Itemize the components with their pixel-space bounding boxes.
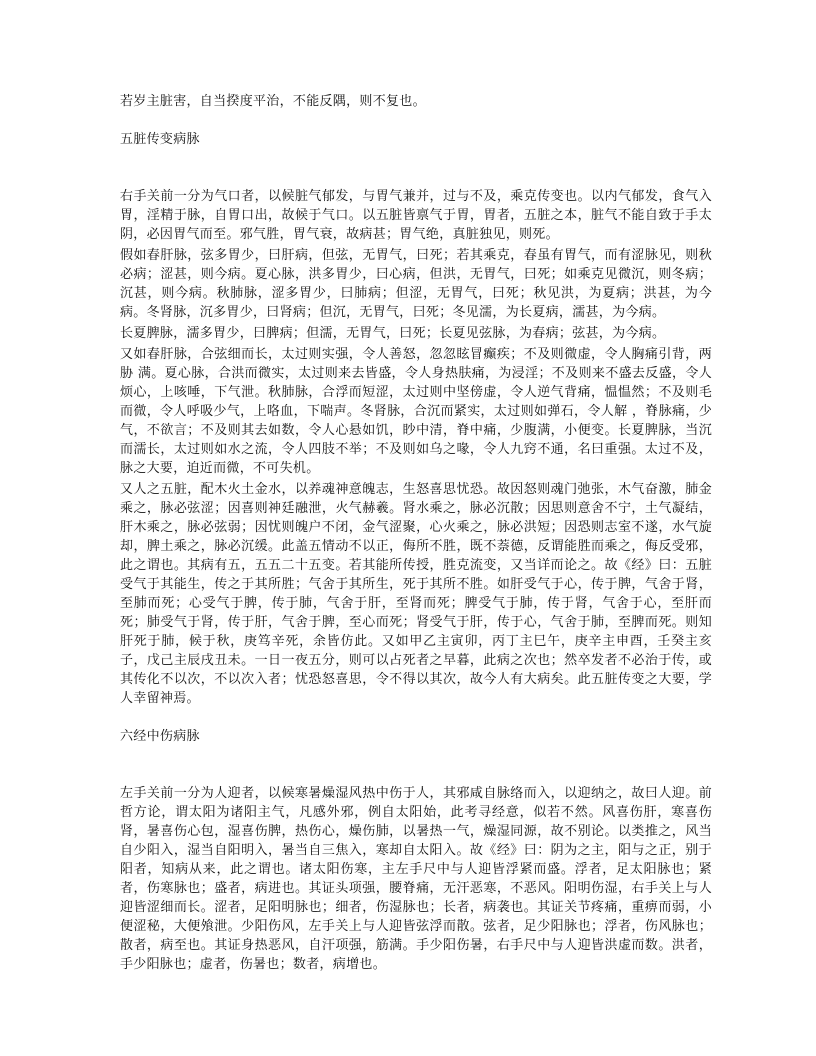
paragraph: 右手关前一分为气口者，以候脏气郁发，与胃气兼并，过与不及，乘克传变也。以内气郁发，食气入胃，淫精于脉，自胃口出，故候于气口。以五脏皆禀气于胃，胃者，五脏之本，脏气不能自致于手太阴，必因胃气而至。邪气胜，胃气衰，故病甚；胃气绝，真脏独见，则死。 (120, 189, 712, 242)
section-heading-wuzang: 五脏传变病脉 (120, 132, 200, 147)
paragraph: 又人之五脏，配木火土金水，以养魂神意魄志，生怒喜思忧恐。故因怒则魂门弛张，木气奋激，肺金乘之，脉必弦涩；因喜则神廷融泄，火气赫羲。肾水乘之，脉必沉散；因思则意舍不宁，土气凝结，肝木乘之，脉必弦弱；因忧则魄户不闭，金气涩聚，心火乘之，脉必洪短；因恐则志室不遂，水气旋却，脾土乘之，脉必沉缓。此盖五情动不以正，侮所不胜，既不萘德，反谓能胜而乘之，侮反受邪，此之谓也。其病有五，五五二十五变。若其能所传授，胜克流变，又当详而论之。故《经》曰：五脏受气于其能生，传之于其所胜；气舍于其所生，死于其所不胜。如肝受气于心，传于脾，气舍于肾，至肺而死；心受气于脾，传于肺，气舍于肝，至肾而死；脾受气于肺，传于肾，气舍于心，至肝而死；肺受气于肾，传于肝，气舍于脾，至心而死；肾受气于肝，传于心，气舍于肺，至脾而死。则知肝死于肺，候于秋，庚笃辛死，余皆仿此。又如甲乙主寅卯，丙丁主巳午，庚辛主申酉，壬癸主亥子，戊己主辰戌丑未。一日一夜五分，则可以占死者之早暮，此病之次也；然卒发者不必治于传，或其传化不以次，不以次入者；忧恐怒喜思，令不得以其次，故今人有大病矣。此五脏传变之大要，学人幸留神焉。 (120, 482, 712, 706)
section-heading-liujing: 六经中伤病脉 (120, 729, 200, 744)
paragraph: 左手关前一分为人迎者，以候寒暑燥湿风热中伤于人，其邪咸自脉络而入，以迎纳之，故曰人迎。前哲方论，谓太阳为诸阳主气，凡感外邪，例自太阳始，此考寻经意，似若不然。风喜伤肝，寒喜伤肾，暑喜伤心包，湿喜伤脾，热伤心，燥伤肺，以暑热一气，燥湿同源，故不别论。以类推之，风当自少阳入，湿当自阳明入，暑当自三焦入，寒却自太阳入。故《经》曰：阴为之主，阳与之正，别于阳者，知病从来，此之谓也。诸太阳伤寒，主左手尺中与人迎皆浮紧而盛。浮者，足太阳脉也；紧者，伤寒脉也；盛者，病进也。其证头项强，腰脊痛，无汗恶寒，不恶风。阳明伤湿，右手关上与人迎皆涩细而长。涩者，足阳明脉也；细者，伤湿脉也；长者，病袭也。其证关节疼痛，重痹而弱，小便涩秘，大便飧泄。少阳伤风，左手关上与人迎皆弦浮而散。弦者，足少阳脉也；浮者，伤风脉也；散者，病至也。其证身热恶风，自汗项强，筋满。手少阳伤暑，右手尺中与人迎皆洪虚而数。洪者，手少阳脉也；虚者，伤暑也；数者，病增也。 (120, 786, 712, 972)
paragraph: 假如春肝脉，弦多胃少，曰肝病，但弦，无胃气，曰死；若其乘克，春虽有胃气，而有涩脉见，则秋必病；涩甚，则今病。夏心脉，洪多胃少，曰心病，但洪，无胃气，曰死；如乘克见微沉，则冬病；沉甚，则今病。秋肺脉，涩多胃少，曰肺病；但涩，无胃气，曰死；秋见洪，为夏病；洪甚，为今病。冬肾脉，沉多胃少，曰肾病；但沉，无胃气，曰死；冬见濡，为长夏病，濡甚，为今病。 (120, 248, 712, 320)
intro-paragraph: 若岁主脏害，自当揆度平治，不能反隅，则不复也。 (120, 94, 426, 109)
section-liujing-body (120, 784, 712, 974)
document-page (120, 92, 712, 974)
section-wuzang-body (120, 187, 712, 708)
paragraph: 长夏脾脉，濡多胃少，曰脾病；但濡，无胃气，曰死；长夏见弦脉，为春病；弦甚，为今病。 (120, 326, 666, 341)
paragraph: 又如春肝脉，合弦细而长，太过则实强，令人善怒，忽忽眩冒癫疾；不及则微虚，令人胸痛引背，两胁 满。夏心脉，合洪而微实，太过则来去皆盛，令人身热肤痛，为浸淫；不及则来不盛去反盛，令人烦心，上咳唾，下气泄。秋肺脉，合浮而短涩，太过则中坚傍虚，令人逆气背痛，愠愠然；不及则毛而微，令人呼吸少气，上咯血，下喘声。冬肾脉，合沉而紧实，太过则如弹石，令人解 ，脊脉痛，少气，不欲言；不及则其去如数，令人心悬如饥，眇中清，脊中痛，少腹满，小便变。长夏脾脉，当沉而濡长，太过则如水之流，令人四肢不举；不及则如乌之喙，令人九窍不通，名曰重强。太过不及，脉之大要，迫近而微，不可失机。 (120, 347, 712, 476)
